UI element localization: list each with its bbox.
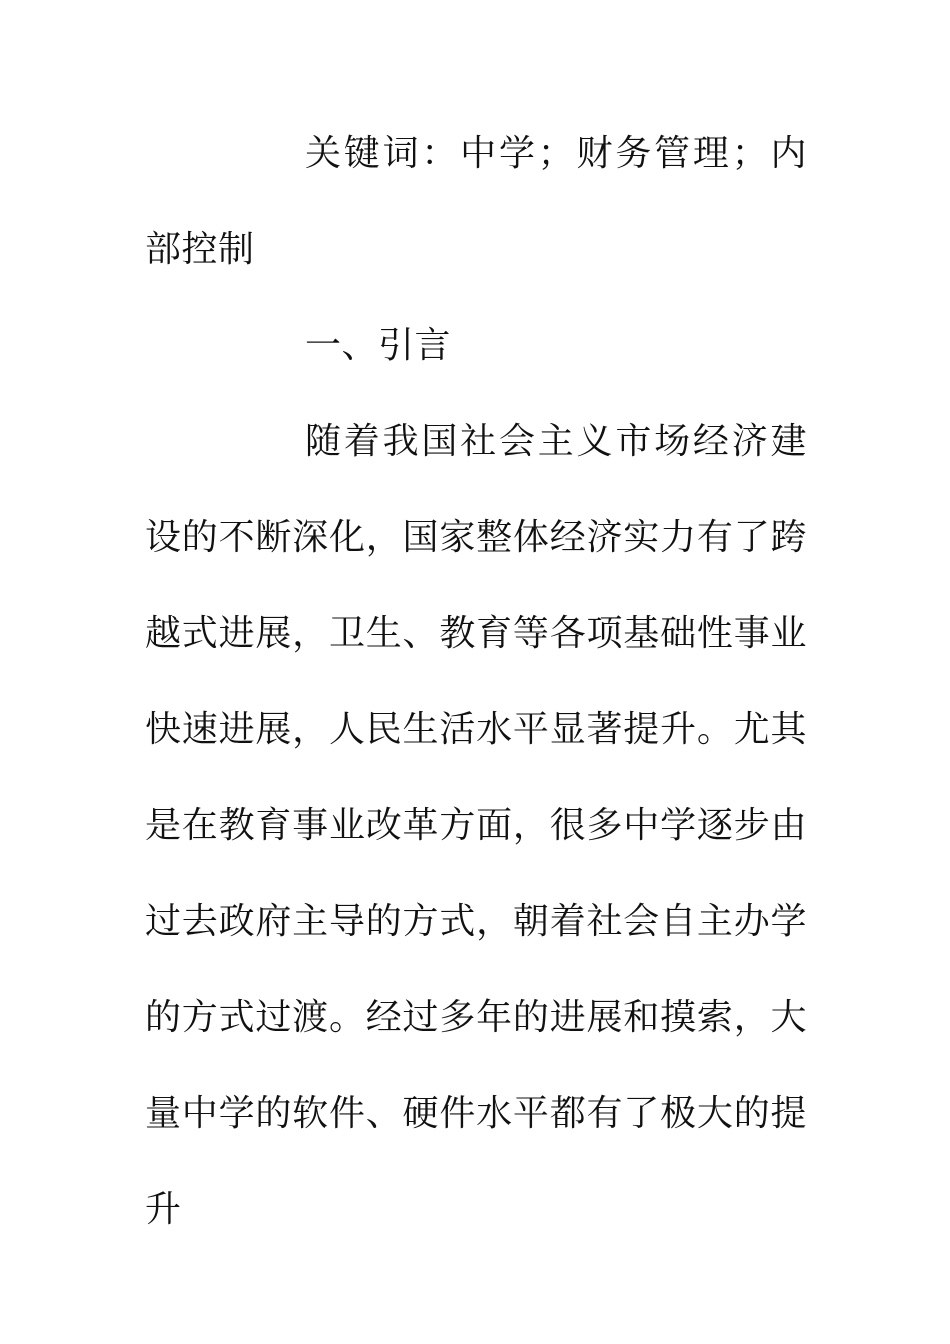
section-heading: 一、引言: [305, 325, 452, 366]
intro-paragraph: 随着我国社会主义市场经济建设的不断深化，国家整体经济实力有了跨越式进展，卫生、教育等各项基础性事业快速进展，人民生活水平显著提升。尤其是在教育事业改革方面，很多中学逐步由过去政府主导的方式，朝着社会自主办学的方式过渡。经过多年的进展和摸索，大量中学的软件、硬件水平都有了极大的提升: [145, 421, 807, 1230]
document-body: [145, 106, 807, 1258]
keywords-paragraph: 关键词：中学；财务管理；内部控制: [145, 133, 807, 270]
